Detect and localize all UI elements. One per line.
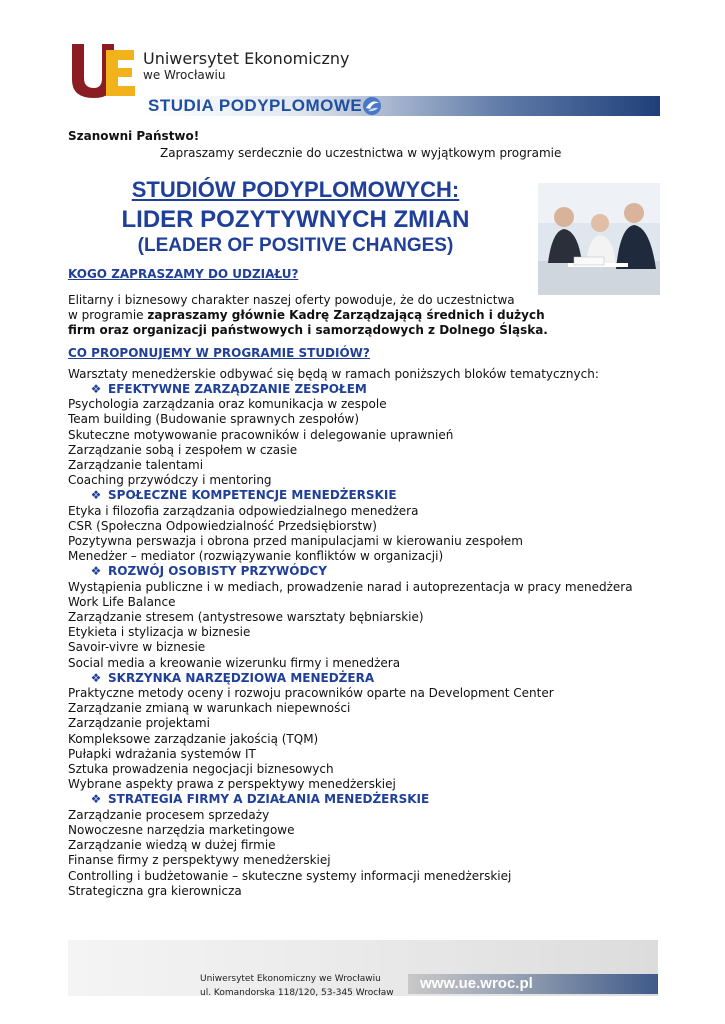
program-item: Work Life Balance — [68, 594, 176, 609]
program-list — [68, 382, 633, 899]
program-item: CSR (Społeczna Odpowiedzialność Przedsiębiorstw) — [68, 518, 377, 533]
category-title: SPOŁECZNE KOMPETENCJE MENEDŻERSKIE — [108, 488, 397, 503]
university-name-line1: Uniwersytet Ekonomiczny — [143, 49, 350, 68]
program-item: Pozytywna perswazja i obrona przed manipulacjami w kierowaniu zespołem — [68, 534, 523, 549]
program-item: Savoir-vivre w biznesie — [68, 640, 206, 655]
category-heading — [68, 488, 633, 503]
university-name — [143, 50, 349, 84]
program-item: Zarządzanie stresem (antystresowe warsztaty bębniarskie) — [68, 610, 424, 625]
footer-address — [200, 972, 394, 1000]
program-item: Psychologia zarządzania oraz komunikacja w zespole — [68, 397, 387, 412]
footer-address-line1: Uniwersytet Ekonomiczny we Wrocławiu — [200, 974, 381, 984]
banner-text: STUDIA PODYPLOMOWE — [148, 96, 363, 115]
program-item: Zarządzanie sobą i zespołem w czasie — [68, 442, 298, 457]
program-heading: CO PROPONUJEMY W PROGRAMIE STUDIÓW? — [68, 346, 370, 360]
title-line1: STUDIÓW PODYPLOMOWYCH: — [131, 177, 460, 202]
program-item: Zarządzanie procesem sprzedaży — [68, 807, 270, 822]
program-item: Nowoczesne narzędzia marketingowe — [68, 822, 295, 837]
program-item: Controlling i budżetowanie – skuteczne systemy informacji menedżerskiej — [68, 868, 512, 883]
swirl-icon — [362, 96, 382, 116]
category-title: EFEKTYWNE ZARZĄDZANIE ZESPOŁEM — [108, 382, 367, 396]
program-item: Etykieta i stylizacja w biznesie — [68, 625, 251, 640]
program-item: Zarządzanie projektami — [68, 716, 210, 731]
who-line2 — [68, 308, 545, 323]
diamond-bullet-icon: ❖ — [90, 792, 102, 807]
footer-address-line2: ul. Komandorska 118/120, 53-345 Wrocław — [200, 988, 394, 998]
program-item: Praktyczne metody oceny i rozwoju pracowników oparte na Development Center — [68, 686, 554, 701]
who-heading: KOGO ZAPRASZAMY DO UDZIAŁU? — [68, 267, 299, 281]
who-line3: firm oraz organizacji państwowych i samorządowych z Dolnego Śląska. — [68, 323, 548, 337]
who-line2-plain: w programie — [68, 308, 148, 322]
program-item: Wybrane aspekty prawa z perspektywy menedżerskiej — [68, 777, 396, 792]
university-name-line2: we Wrocławiu — [143, 68, 226, 82]
who-line2-bold: zapraszamy głównie Kadrę Zarządzającą średnich i dużych — [147, 308, 545, 322]
program-intro: Warsztaty menedżerskie odbywać się będą w ramach poniższych bloków tematycznych: — [68, 367, 599, 381]
program-item: Zarządzanie talentami — [68, 458, 204, 473]
category-heading — [68, 792, 633, 807]
studia-banner — [140, 96, 660, 116]
footer-url[interactable]: www.ue.wroc.pl — [420, 975, 533, 992]
diamond-bullet-icon: ❖ — [90, 382, 102, 396]
program-item: Pułapki wdrażania systemów IT — [68, 746, 256, 761]
program-item: Finanse firmy z perspektywy menedżerskiej — [68, 853, 331, 868]
program-item: Wystąpienia publiczne i w mediach, prowadzenie narad i autoprezentacja w pracy menedżera — [68, 579, 633, 594]
business-meeting-photo — [538, 183, 660, 295]
program-item: Sztuka prowadzenia negocjacji biznesowych — [68, 762, 334, 777]
title-line2: LIDER POZYTYWNYCH ZMIAN — [121, 206, 470, 233]
who-line1: Elitarny i biznesowy charakter naszej oferty powoduje, że do uczestnictwa — [68, 293, 515, 307]
university-logo — [68, 40, 138, 100]
category-heading — [68, 671, 633, 686]
program-item: Social media a kreowanie wizerunku firmy i menedżera — [68, 655, 401, 670]
program-item: Team building (Budowanie sprawnych zespołów) — [68, 412, 360, 427]
title-line3: (LEADER OF POSITIVE CHANGES) — [137, 235, 454, 256]
diamond-bullet-icon: ❖ — [90, 670, 102, 685]
program-item: Coaching przywódczy i mentoring — [68, 473, 272, 488]
category-title: SKRZYNKA NARZĘDZIOWA MENEDŻERA — [108, 670, 375, 685]
diamond-bullet-icon: ❖ — [90, 488, 102, 503]
program-item: Strategiczna gra kierownicza — [68, 883, 242, 898]
invite-text: Zapraszamy serdecznie do uczestnictwa w wyjątkowym programie — [160, 146, 562, 160]
program-item: Zarządzanie zmianą w warunkach niepewności — [68, 701, 351, 716]
program-item: Menedżer – mediator (rozwiązywanie konfliktów w organizacji) — [68, 549, 444, 564]
program-item: Skuteczne motywowanie pracowników i delegowanie uprawnień — [68, 427, 454, 442]
diamond-bullet-icon: ❖ — [90, 564, 102, 579]
category-heading — [68, 564, 633, 579]
program-item: Etyka i filozofia zarządzania odpowiedzialnego menedżera — [68, 503, 419, 518]
footer-url-box — [408, 974, 658, 994]
greeting: Szanowni Państwo! — [68, 129, 200, 143]
category-title: ROZWÓJ OSOBISTY PRZYWÓDCY — [108, 564, 327, 579]
category-heading — [68, 382, 633, 397]
program-item: Zarządzanie wiedzą w dużej firmie — [68, 838, 276, 853]
category-title: STRATEGIA FIRMY A DZIAŁANIA MENEDŻERSKIE — [108, 792, 430, 807]
program-item: Kompleksowe zarządzanie jakością (TQM) — [68, 731, 319, 746]
